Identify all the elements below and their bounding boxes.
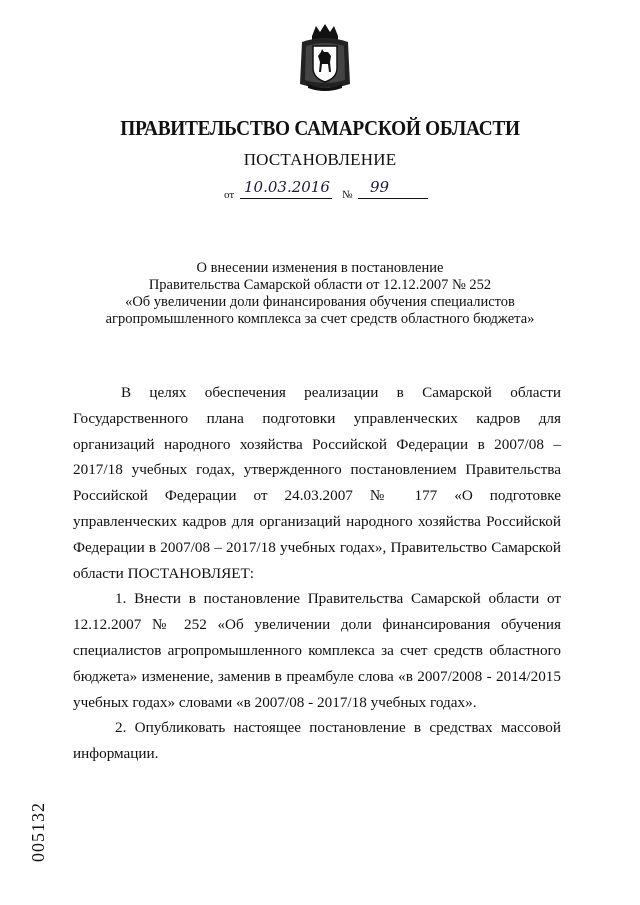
item-paragraph-1: 1. Внести в постановление Правительства Самарской области от 12.12.2007 № 252 «Об увеличении доли финансирования обучения специалистов агропромышленного комплекса за счет средств областного бюджета» изменение, заменив в преамбуле слова «в 2007/2008 - 2014/2015 учебных годах» словами «в 2007/08 - 2017/18 учебных годах». — [73, 590, 561, 711]
government-title: ПРАВИТЕЛЬСТВО САМАРСКОЙ ОБЛАСТИ — [120, 116, 520, 140]
preamble-paragraph: В целях обеспечения реализации в Самарской области Государственного плана подготовки управленческих кадров для организаций народного хозяйства Российской Федерации в 2007/08 – 2017/18 учебных годах, утвержденного постановлением Правительства Российской Федерации от 24.03.2007 № 177 «О подготовке управленческих кадров для организаций народного хозяйства Российской Федерации в 2007/08 – 2017/18 учебных годах», Правительство Самарской области ПОСТАНОВЛЯЕТ: — [73, 384, 561, 582]
number-label: № — [342, 189, 353, 201]
date-underline — [240, 198, 332, 199]
subject-line: агропромышленного комплекса за счет средств областного бюджета» — [105, 311, 535, 327]
coat-of-arms-icon — [298, 22, 352, 94]
subject-line: О внесении изменения в постановление — [196, 260, 444, 276]
date-label: от — [224, 189, 235, 201]
subject-line: Правительства Самарской области от 12.12.2007 № 252 — [148, 277, 492, 293]
document-type: ПОСТАНОВЛЕНИЕ — [243, 150, 397, 169]
subject-line: «Об увеличении доли финансирования обучения специалистов — [125, 294, 515, 310]
item-paragraph-2: 2. Опубликовать настоящее постановление в средствах массовой информации. — [73, 719, 561, 763]
date-value: 10.03.2016 — [244, 178, 330, 196]
document-body — [73, 380, 561, 767]
side-serial-number: 005132 — [28, 802, 48, 862]
number-value: 99 — [370, 178, 390, 196]
document-subject — [90, 260, 550, 328]
date-number-line — [224, 178, 434, 204]
number-underline — [358, 198, 428, 199]
